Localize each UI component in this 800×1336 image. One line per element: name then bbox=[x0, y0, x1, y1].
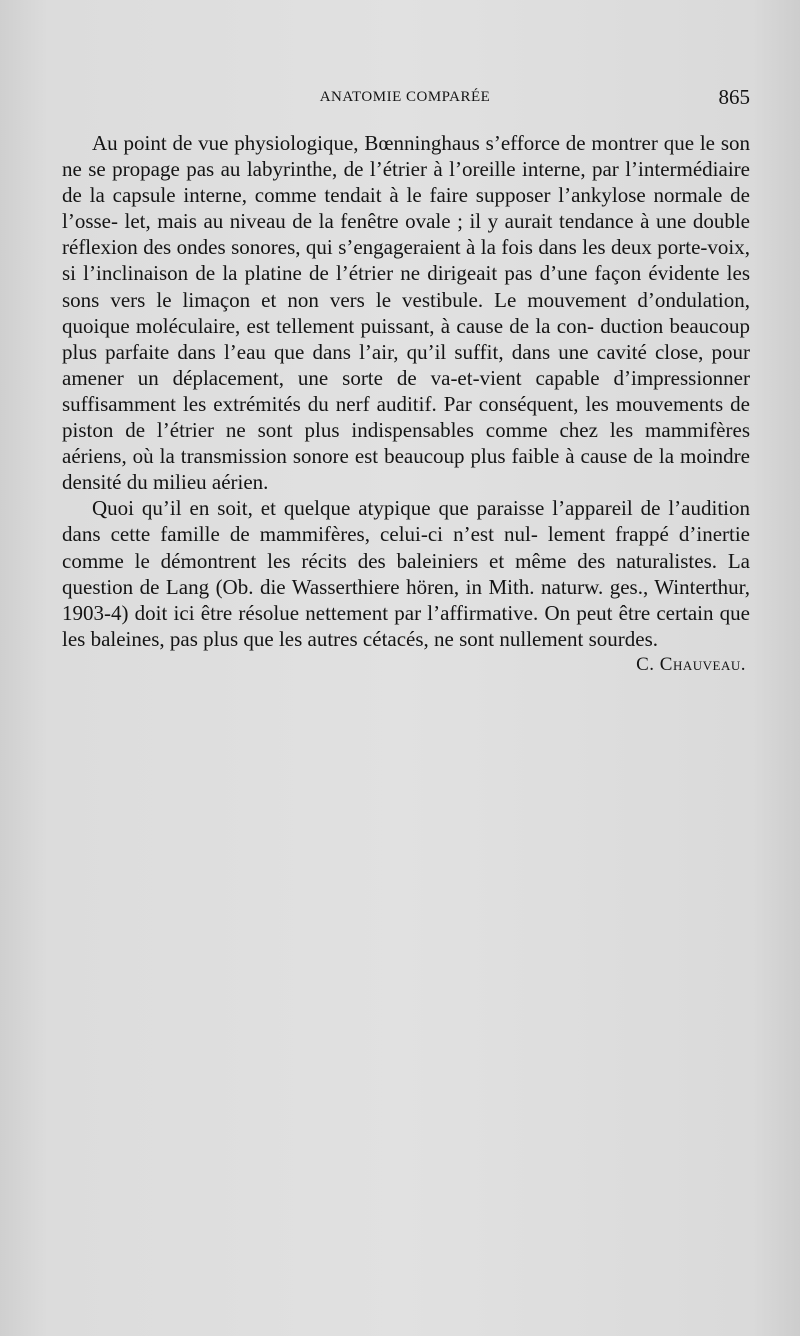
page-header bbox=[60, 85, 750, 117]
paragraph: Quoi qu’il en soit, et quelque atypique que paraisse l’appareil de l’audition dans cette famille de mammifères, celui-ci n’est nul- lement frappé d’inertie comme le démontrent les récits des baleiniers et même des naturalistes. La question de Lang (Ob. die Wasserthiere hören, in Mith. naturw. ges., Winterthur, 1903-4) doit ici être résolue nettement par l’affirmative. On peut être certain que les baleines, pas plus que les autres cétacés, ne sont nullement sourdes. bbox=[62, 496, 750, 651]
body-text bbox=[62, 130, 750, 678]
author-signature: C. Chauveau. bbox=[636, 653, 746, 675]
running-title: ANATOMIE COMPARÉE bbox=[319, 89, 491, 105]
bleed-through-shadow bbox=[62, 775, 752, 1275]
bleed-line bbox=[62, 775, 752, 802]
paragraph: Au point de vue physiologique, Bœnninghaus s’efforce de montrer que le son ne se propage pas au labyrinthe, de l’étrier à l’oreille interne, par l’intermédiaire de la capsule interne, comme tendait à le faire supposer l’ankylose normale de l’osse- let, mais au niveau de la fenêtre ovale ; il y aurait tendance à une double réflexion des ondes sonores, qui s’engageraient à la fois dans les deux porte-voix, si l’inclinaison de la platine de l’étrier ne dirigeait pas d’une façon évidente les sons vers le limaçon et non vers le vestibule. Le mouvement d’ondulation, quoique moléculaire, est tellement puissant, à cause de la con- duction beaucoup plus parfaite dans l’eau que dans l’air, qu’il suffit, dans une cavité close, pour amener un déplacement, une sorte de va-et-vient capable d’impressionner suffisamment les extrémités du nerf auditif. Par conséquent, les mouvements de piston de l’étrier ne sont plus indispensables comme chez les mammifères aériens, où la transmission sonore est beaucoup plus faible à cause de la moindre densité du milieu aérien. bbox=[62, 131, 750, 495]
page-number: 865 bbox=[718, 85, 750, 109]
